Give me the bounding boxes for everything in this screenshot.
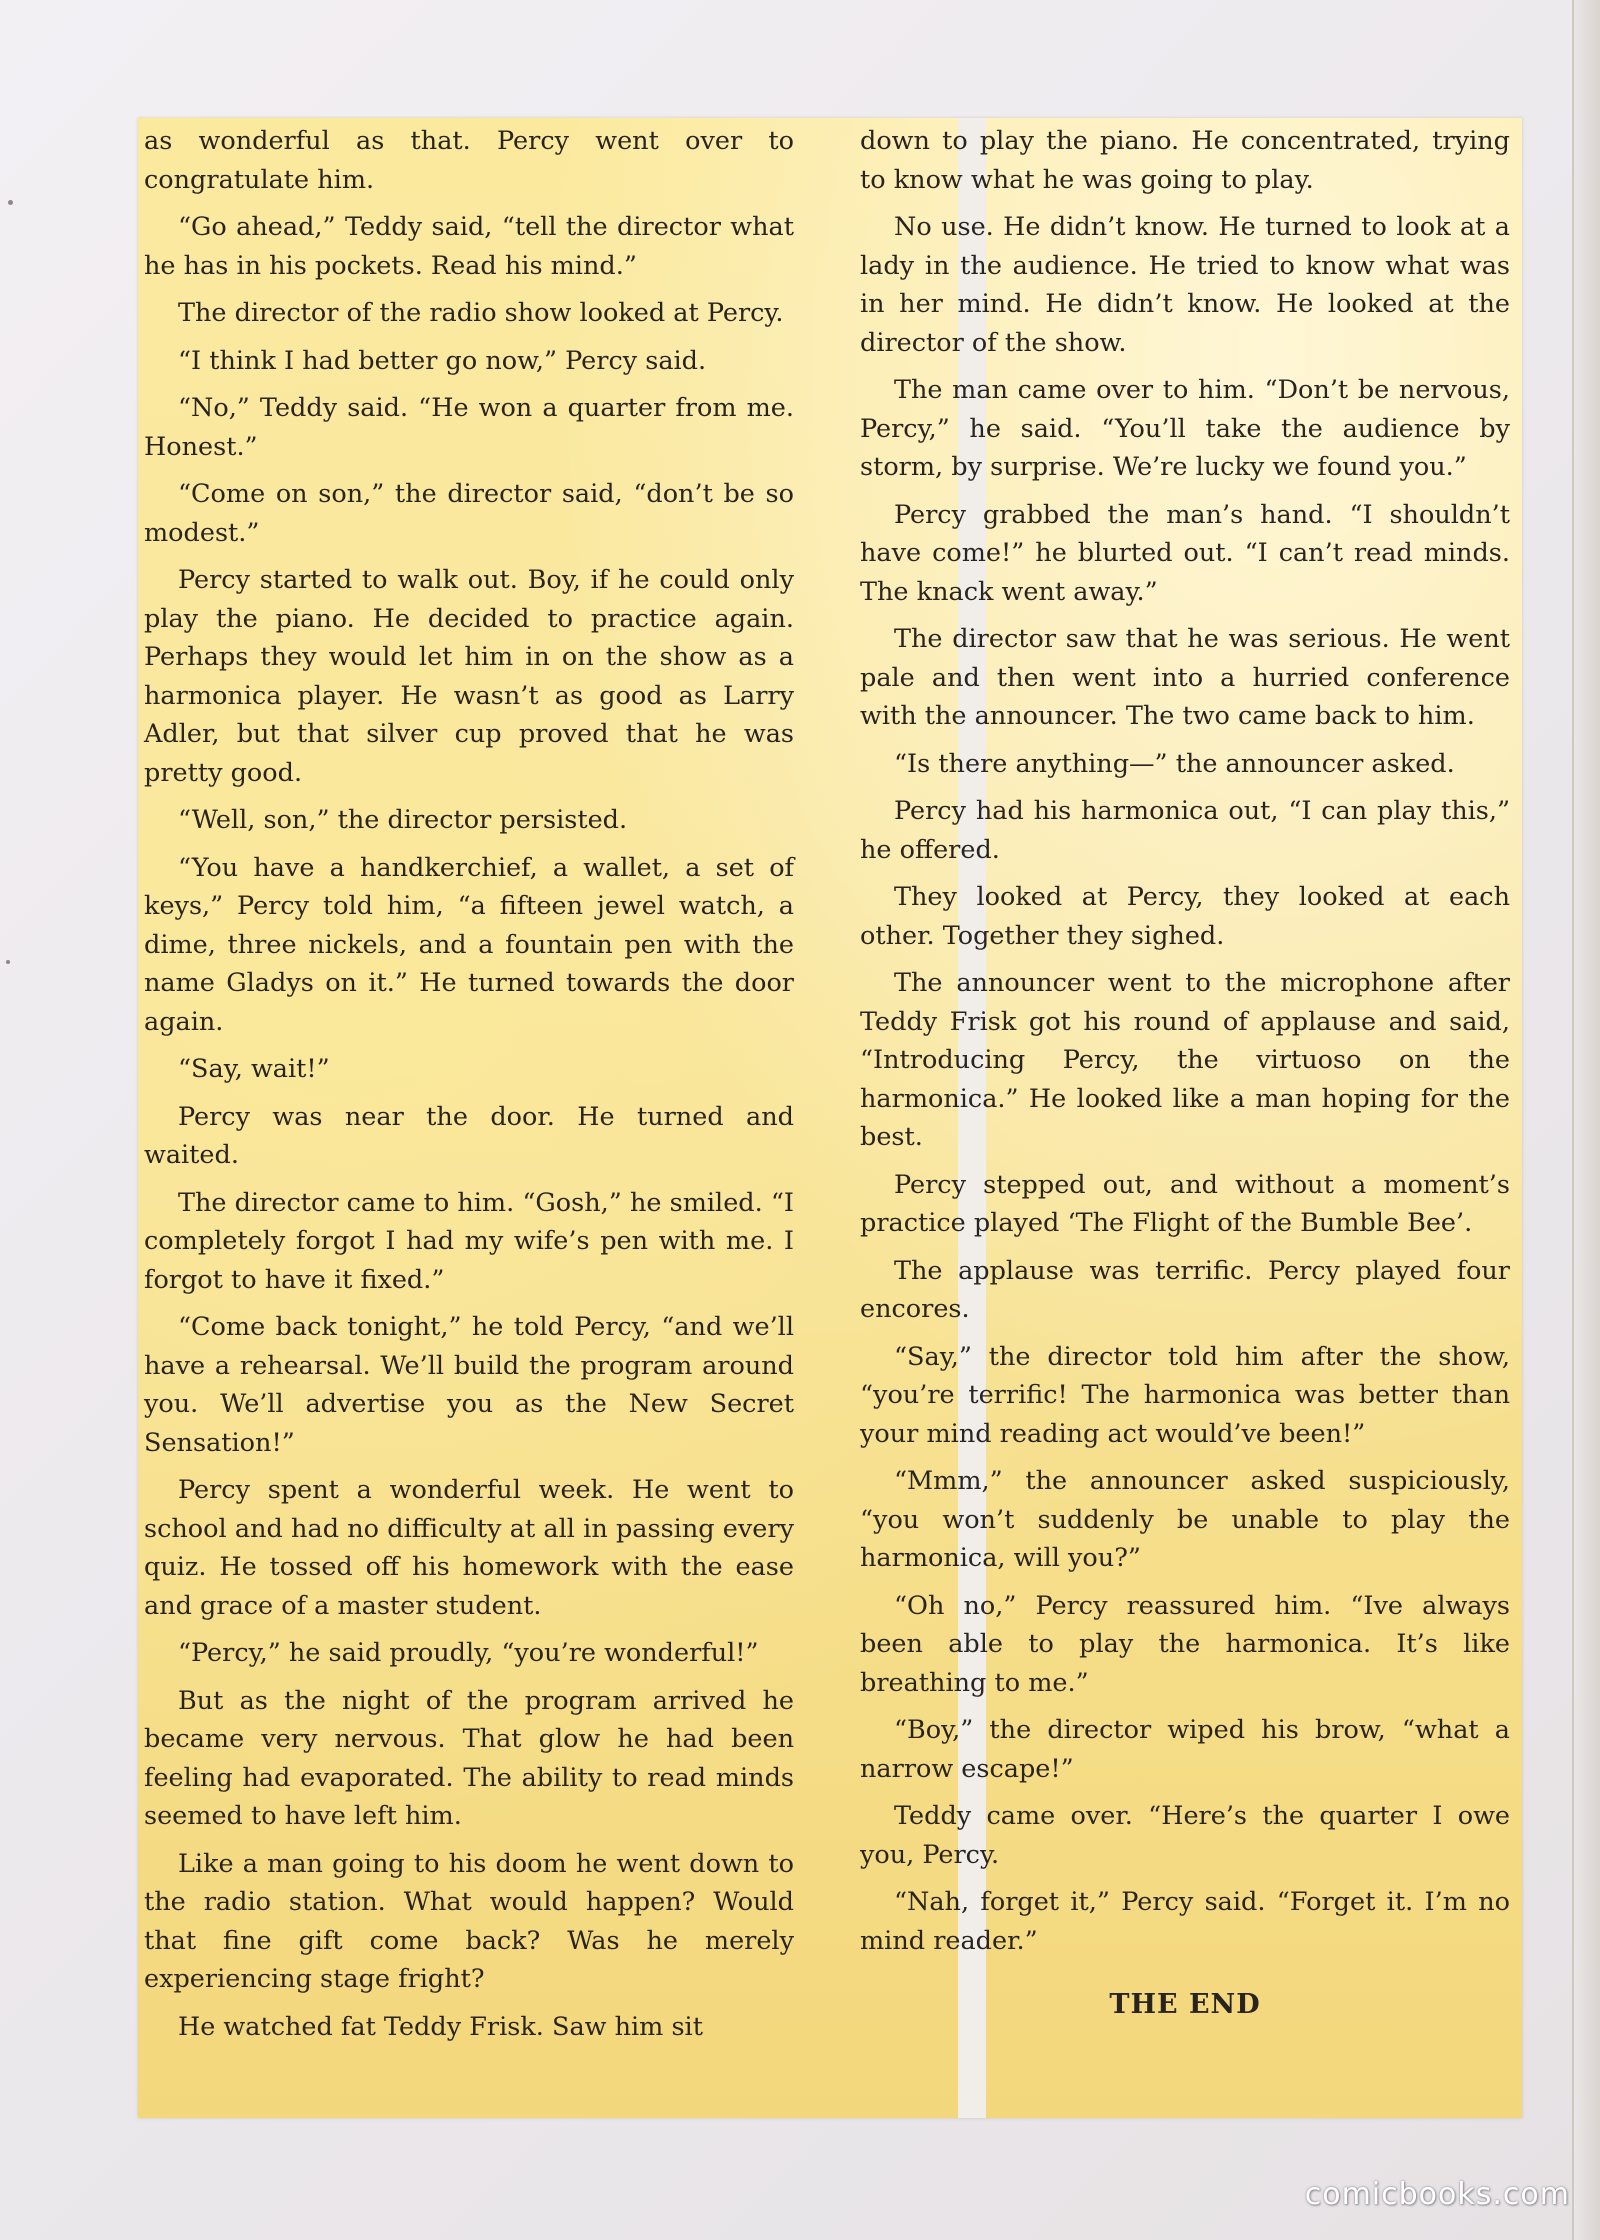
paragraph: “Percy,” he said proudly, “you’re wonderful!”	[178, 1638, 759, 1668]
paragraph: “Say, wait!”	[178, 1054, 330, 1084]
paper-speck	[8, 200, 13, 205]
paragraph: “Boy,” the director wiped his brow, “what a narrow escape!”	[860, 1715, 1510, 1784]
paragraph: “Go ahead,” Teddy said, “tell the director what he has in his pockets. Read his mind.”	[144, 212, 794, 281]
paragraph: “You have a handkerchief, a wallet, a set of keys,” Percy told him, “a fifteen jewel watch, a dime, three nickels, and a fountain pen with the name Gladys on it.” He turned towards the door again.	[144, 852, 794, 1037]
paragraph: He watched fat Teddy Frisk. Saw him sit	[178, 2011, 703, 2042]
paragraph: Teddy came over. “Here’s the quarter I owe you, Percy.	[860, 1801, 1510, 1870]
paragraph: “Say,” the director told him after the show, “you’re terrific! The harmonica was better than your mind reading act would’ve been!”	[860, 1341, 1510, 1449]
left-text-column	[144, 122, 794, 2055]
paragraph: Percy was near the door. He turned and waited.	[144, 1101, 794, 1170]
paragraph: The director saw that he was serious. He went pale and then went into a hurried conference with the announcer. The two came back to him.	[860, 624, 1510, 731]
paragraph: The applause was terrific. Percy played four encores.	[860, 1255, 1510, 1324]
paragraph: The announcer went to the microphone after Teddy Frisk got his round of applause and said, “Introducing Percy, the virtuoso on the harmonica.” He looked like a man hoping for the best.	[860, 968, 1510, 1152]
paragraph: They looked at Percy, they looked at each other. Together they sighed.	[860, 882, 1510, 951]
paragraph: Percy had his harmonica out, “I can play this,” he offered.	[860, 796, 1510, 865]
paragraph: The director came to him. “Gosh,” he smiled. “I completely forgot I had my wife’s pen with me. I forgot to have it fixed.”	[144, 1187, 794, 1295]
paragraph: The director of the radio show looked at Percy.	[178, 298, 784, 328]
the-end-label: THE END	[1109, 1989, 1261, 2020]
paragraph: down to play the piano. He concentrated, trying to know what he was going to play.	[860, 126, 1510, 195]
paragraph: “No,” Teddy said. “He won a quarter from me. Honest.”	[144, 393, 794, 462]
paragraph: “I think I had better go now,” Percy said.	[178, 345, 707, 376]
story-text-panel	[138, 118, 1522, 2118]
page-edge	[1572, 0, 1600, 2240]
paragraph: Percy started to walk out. Boy, if he could only play the piano. He decided to practice again. Perhaps they would let him in on the show as a harmonica player. He wasn’t as good as Larry Adler, but that silver cup proved that he was pretty good.	[144, 565, 794, 788]
paragraph: “Well, son,” the director persisted.	[178, 805, 628, 835]
paragraph: as wonderful as that. Percy went over to congratulate him.	[144, 126, 794, 195]
paragraph: Percy spent a wonderful week. He went to school and had no difficulty at all in passing every quiz. He tossed off his homework with the ease and grace of a master student.	[144, 1475, 794, 1621]
paper-speck	[6, 960, 10, 964]
paragraph: Like a man going to his doom he went down to the radio station. What would happen? Would that fine gift come back? Was he merely experiencing stage fright?	[144, 1848, 794, 1994]
site-watermark: comicbooks.com	[1304, 2177, 1570, 2212]
paragraph: “Is there anything—” the announcer asked.	[894, 748, 1455, 779]
paragraph: “Come back tonight,” he told Percy, “and we’ll have a rehearsal. We’ll build the program around you. We’ll advertise you as the New Secret Sensation!”	[144, 1312, 794, 1458]
paragraph: Percy stepped out, and without a moment’s practice played ‘The Flight of the Bumble Bee’.	[860, 1169, 1510, 1238]
paragraph: “Come on son,” the director said, “don’t be so modest.”	[144, 479, 794, 548]
paragraph: But as the night of the program arrived he became very nervous. That glow he had been feeling had evaporated. The ability to read minds seemed to have left him.	[144, 1685, 794, 1831]
paragraph: “Mmm,” the announcer asked suspiciously, “you won’t suddenly be unable to play the harmonica, will you?”	[860, 1466, 1510, 1573]
paragraph: No use. He didn’t know. He turned to look at a lady in the audience. He tried to know what was in her mind. He didn’t know. He looked at the director of the show.	[860, 212, 1510, 358]
paragraph: “Oh no,” Percy reassured him. “Ive always been able to play the harmonica. It’s like breathing to me.”	[860, 1590, 1510, 1698]
right-text-column	[860, 122, 1510, 2025]
paragraph: The man came over to him. “Don’t be nervous, Percy,” he said. “You’ll take the audience by storm, by surprise. We’re lucky we found you.”	[860, 375, 1510, 482]
paragraph: Percy grabbed the man’s hand. “I shouldn’t have come!” he blurted out. “I can’t read minds. The knack went away.”	[860, 499, 1510, 607]
paragraph: “Nah, forget it,” Percy said. “Forget it. I’m no mind reader.”	[860, 1887, 1510, 1956]
